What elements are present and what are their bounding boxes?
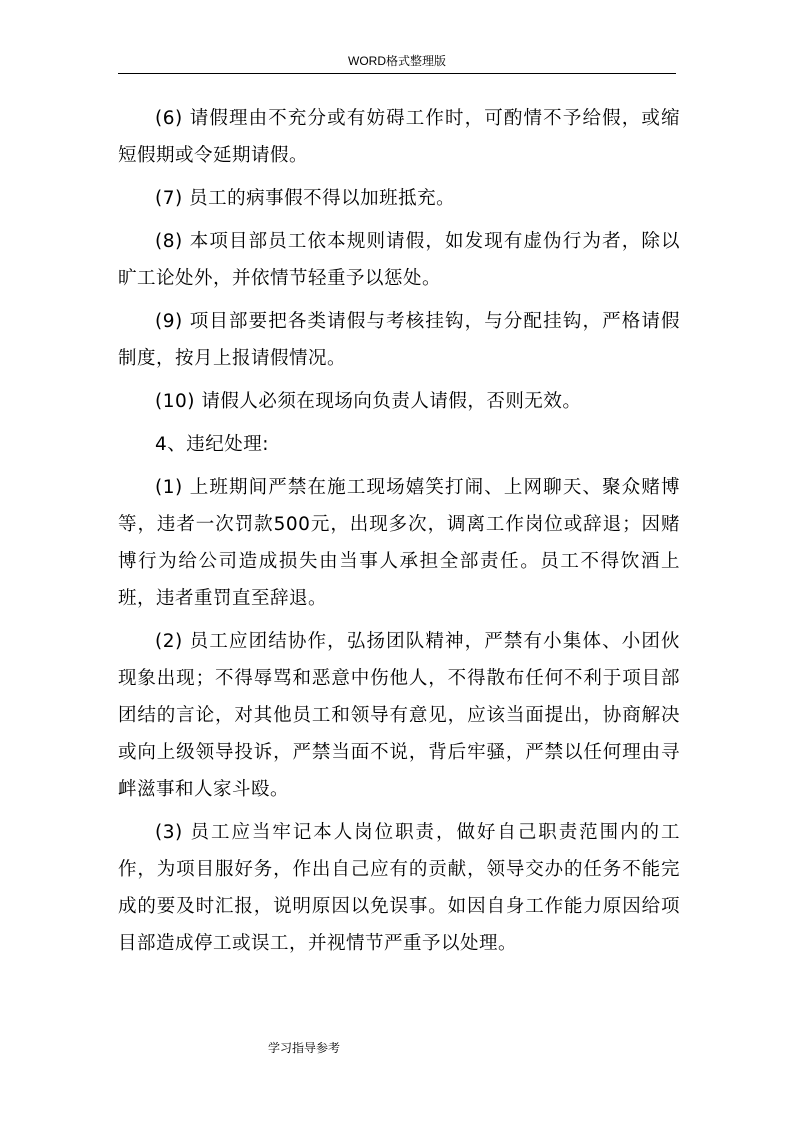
paragraph-leave-9: (9) 项目部要把各类请假与考核挂钩，与分配挂钩，严格请假制度，按月上报请假情况。 <box>118 311 680 369</box>
section-heading-discipline: 4、违纪处理: <box>155 434 270 455</box>
paragraph-discipline-2: (2) 员工应团结协作，弘扬团队精神，严禁有小集体、小团伙现象出现；不得辱骂和恶意中伤他人，不得散布任何不利于项目部团结的言论，对其他员工和领导有意见，应该当面提出，协商解决或向上级领导投诉，严禁当面不说，背后牢骚，严禁以任何理由寻衅滋事和人家斗殴。 <box>118 631 680 800</box>
page-footer: 学习指导参考 <box>268 1041 341 1055</box>
paragraph-leave-10: (10) 请假人必须在现场向负责人请假，否则无效。 <box>155 391 582 412</box>
paragraph-leave-6: (6) 请假理由不充分或有妨碍工作时，可酌情不予给假，或缩短假期或令延期请假。 <box>118 108 680 166</box>
header-divider <box>118 73 676 74</box>
document-body <box>118 100 680 968</box>
paragraph-discipline-1: (1) 上班期间严禁在施工现场嬉笑打闹、上网聊天、聚众赌博等，违者一次罚款500元，出现多次，调离工作岗位或辞退；因赌博行为给公司造成损失由当事人承担全部责任。员工不得饮酒上班，违者重罚直至辞退。 <box>118 477 680 609</box>
paragraph-leave-8: (8) 本项目部员工依本规则请假，如发现有虚伪行为者，除以旷工论处外，并依情节轻重予以惩处。 <box>118 231 680 289</box>
paragraph-discipline-3: (3) 员工应当牢记本人岗位职责，做好自己职责范围内的工作，为项目服好务，作出自己应有的贡献，领导交办的任务不能完成的要及时汇报，说明原因以免误事。如因自身工作能力原因给项目部造成停工或误工，并视情节严重予以处理。 <box>118 822 680 954</box>
page-header: WORD格式整理版 <box>348 54 446 68</box>
paragraph-leave-7: (7) 员工的病事假不得以加班抵充。 <box>155 188 456 209</box>
